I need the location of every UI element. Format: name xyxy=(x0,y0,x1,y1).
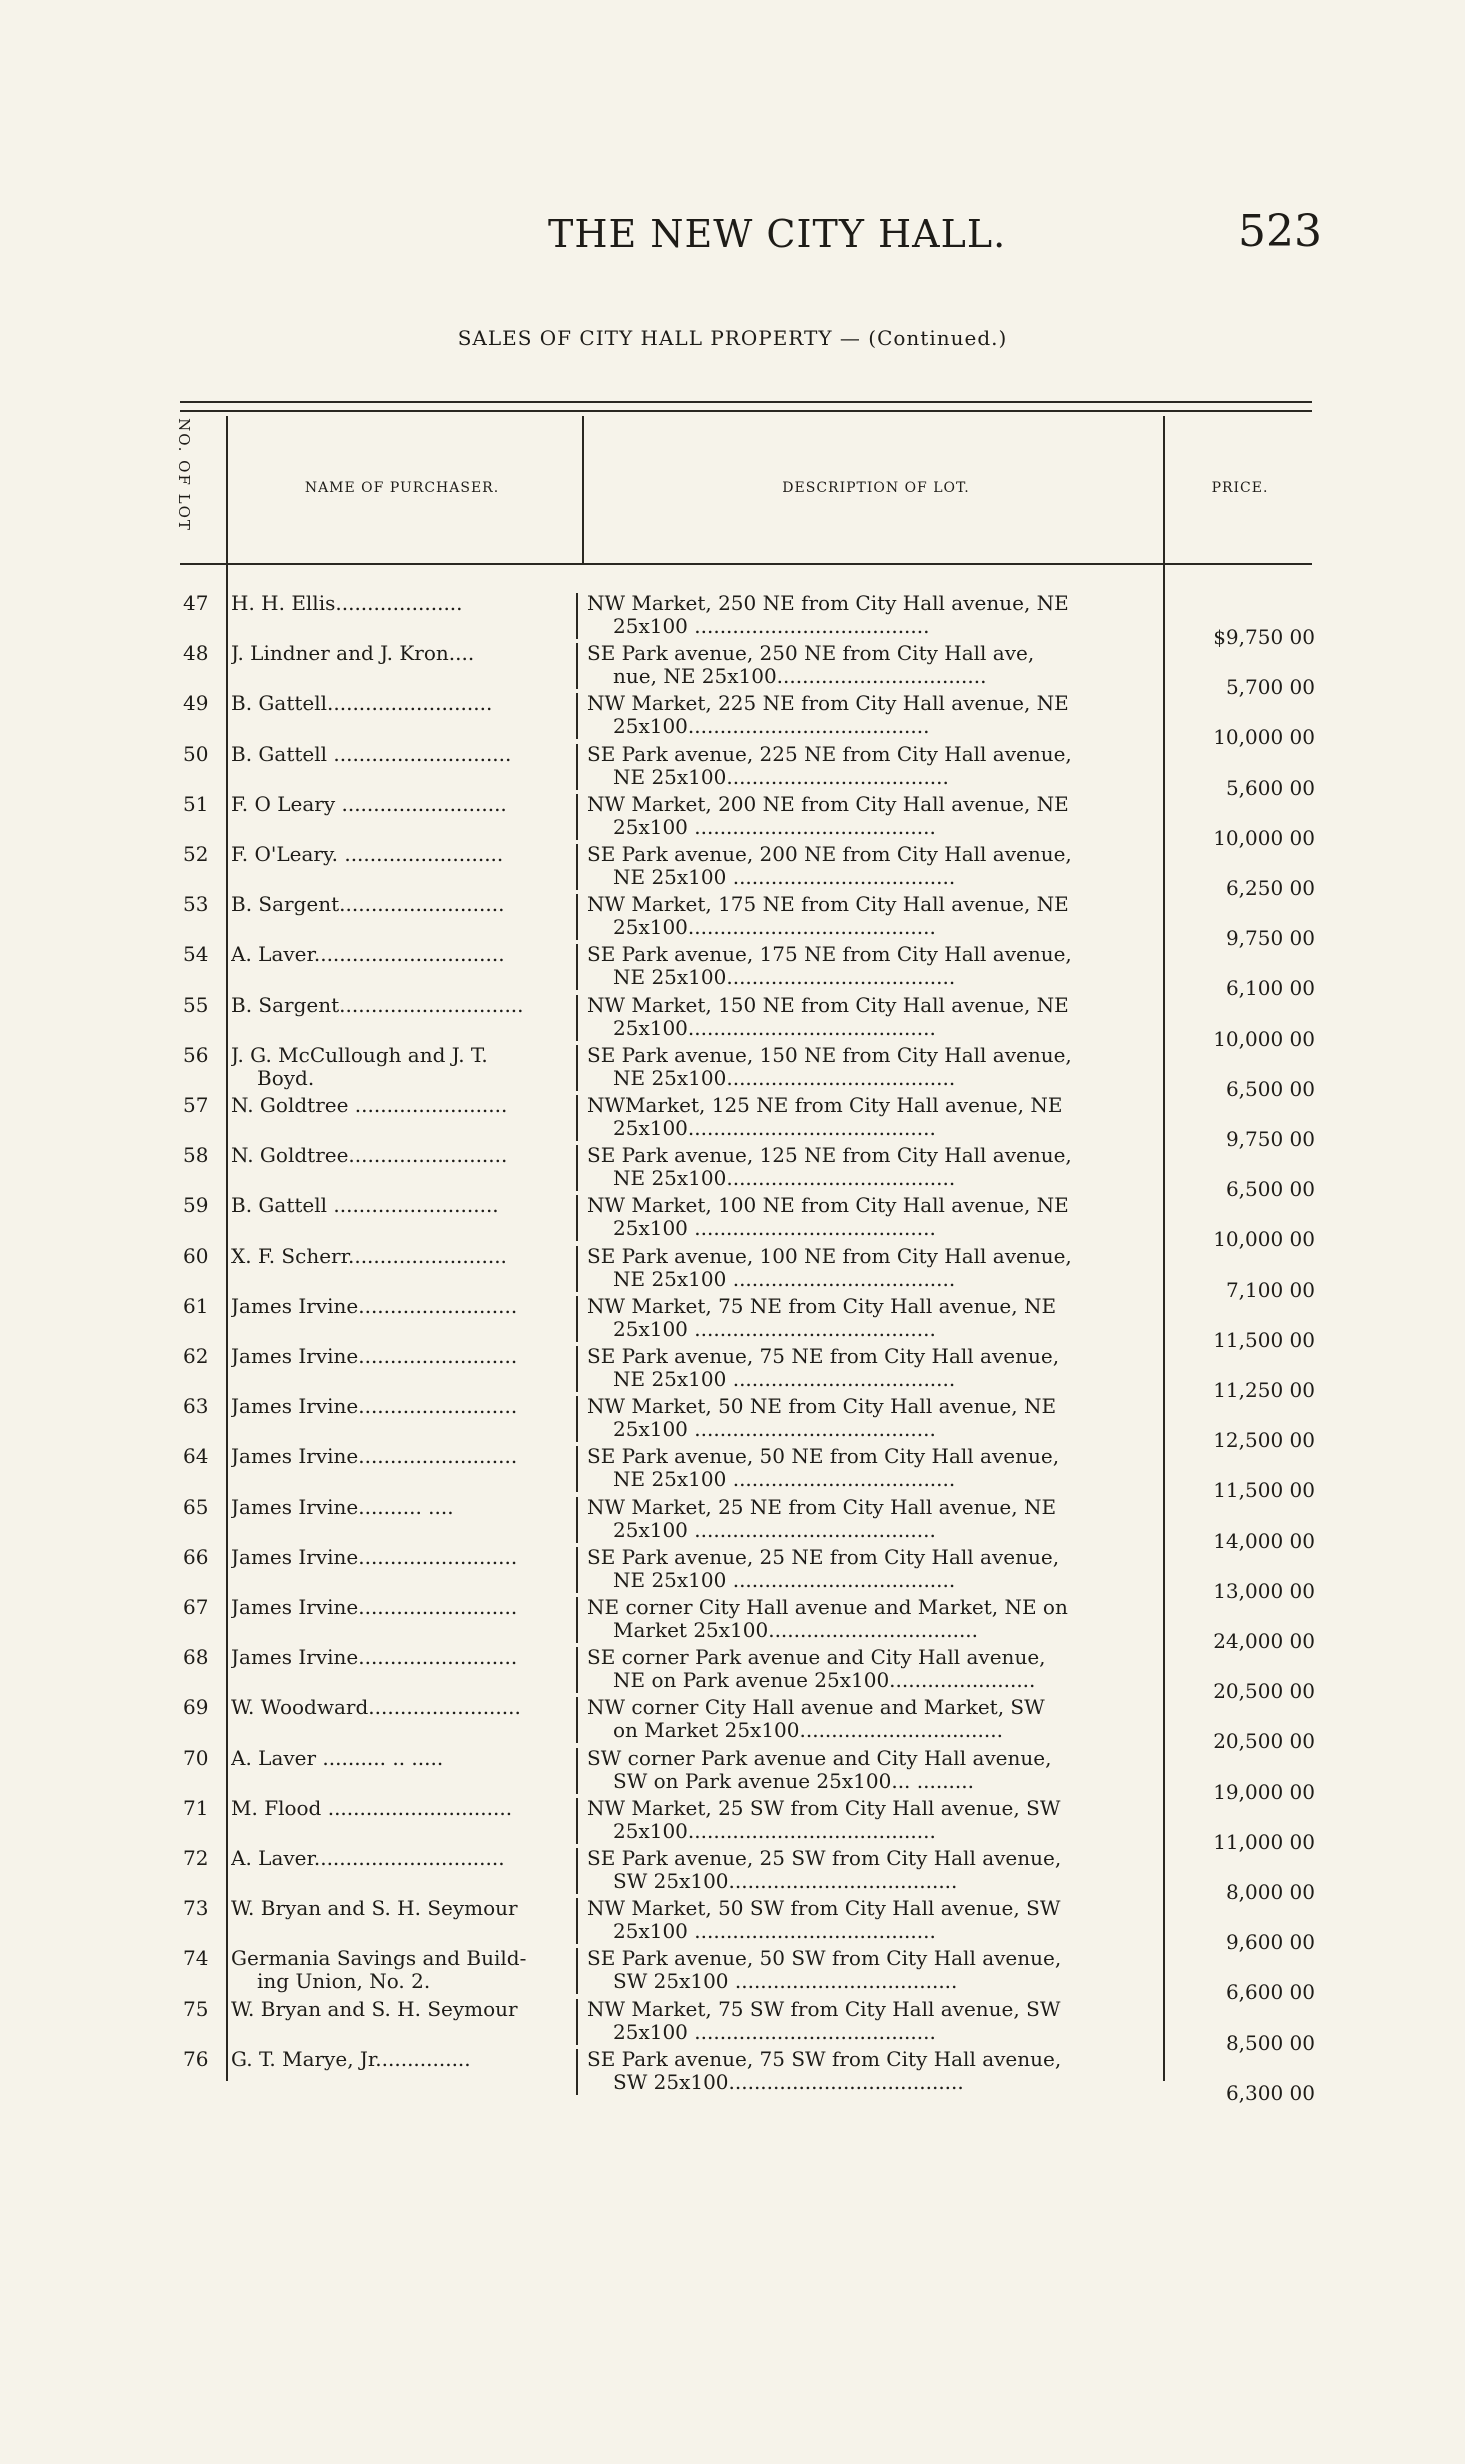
lot-number: 75 xyxy=(183,1997,209,2021)
description-bracket xyxy=(576,1446,578,1492)
purchaser-name: James Irvine......................... xyxy=(231,1394,518,1418)
description-bracket xyxy=(576,2049,578,2095)
purchaser-name: James Irvine.......... .... xyxy=(231,1495,454,1519)
purchaser-name: J. Lindner and J. Kron.... xyxy=(231,641,475,665)
lot-description-continued: nue, NE 25x100................................. xyxy=(613,664,987,688)
lot-price: 9,750 00 xyxy=(1225,1127,1315,1151)
purchaser-name: W. Bryan and S. H. Seymour xyxy=(231,1997,518,2021)
lot-price: 12,500 00 xyxy=(1213,1428,1315,1452)
description-bracket xyxy=(576,1296,578,1342)
description-bracket xyxy=(576,1045,578,1091)
purchaser-name: F. O'Leary. ......................... xyxy=(231,842,504,866)
purchaser-name: B. Gattell.......................... xyxy=(231,691,493,715)
lot-price: 9,750 00 xyxy=(1225,926,1315,950)
lot-number: 55 xyxy=(183,993,209,1017)
lot-description: SE Park avenue, 75 SW from City Hall avenue, xyxy=(587,2047,1062,2071)
lot-description: SE Park avenue, 250 NE from City Hall ave, xyxy=(587,641,1035,665)
column-divider-name-header xyxy=(582,416,584,563)
lot-description: NE corner City Hall avenue and Market, NE on xyxy=(587,1595,1068,1619)
description-bracket xyxy=(576,1346,578,1392)
lot-description: SE Park avenue, 100 NE from City Hall avenue, xyxy=(587,1244,1072,1268)
lot-description-continued: 25x100...................................... xyxy=(613,714,930,738)
description-bracket xyxy=(576,1396,578,1442)
lot-price: 11,250 00 xyxy=(1213,1378,1315,1402)
description-bracket xyxy=(576,1246,578,1292)
purchaser-name: James Irvine......................... xyxy=(231,1595,518,1619)
purchaser-name: X. F. Scherr......................... xyxy=(231,1244,507,1268)
top-rule xyxy=(180,401,1312,403)
purchaser-name: James Irvine......................... xyxy=(231,1545,518,1569)
lot-description-continued: on Market 25x100................................ xyxy=(613,1718,1003,1742)
purchaser-name: H. H. Ellis.................... xyxy=(231,591,463,615)
purchaser-name: W. Bryan and S. H. Seymour xyxy=(231,1896,518,1920)
lot-price: 6,500 00 xyxy=(1225,1177,1315,1201)
lot-number: 64 xyxy=(183,1444,209,1468)
purchaser-name: Germania Savings and Build- xyxy=(231,1946,527,1970)
lot-price: 20,500 00 xyxy=(1213,1679,1315,1703)
lot-description: SE Park avenue, 200 NE from City Hall avenue, xyxy=(587,842,1072,866)
lot-number: 49 xyxy=(183,691,209,715)
lot-price: 6,250 00 xyxy=(1225,876,1315,900)
column-header-description: DESCRIPTION OF LOT. xyxy=(782,480,970,496)
lot-description-continued: NE 25x100 ................................... xyxy=(613,865,956,889)
lot-price: 24,000 00 xyxy=(1213,1629,1315,1653)
lot-price: 6,100 00 xyxy=(1225,976,1315,1000)
lot-description-continued: Market 25x100................................. xyxy=(613,1618,979,1642)
lot-description-continued: 25x100 ...................................... xyxy=(613,1417,936,1441)
lot-description-continued: NE 25x100.................................... xyxy=(613,1166,956,1190)
lot-number: 62 xyxy=(183,1344,209,1368)
description-bracket xyxy=(576,1547,578,1593)
lot-price: $9,750 00 xyxy=(1213,625,1315,649)
lot-number: 58 xyxy=(183,1143,209,1167)
lot-number: 51 xyxy=(183,792,209,816)
purchaser-name: M. Flood ............................. xyxy=(231,1796,513,1820)
purchaser-name: W. Woodward........................ xyxy=(231,1695,521,1719)
lot-price: 13,000 00 xyxy=(1213,1579,1315,1603)
lot-description: NW corner City Hall avenue and Market, SW xyxy=(587,1695,1045,1719)
lot-description-continued: NE 25x100 ................................... xyxy=(613,1568,956,1592)
lot-price: 10,000 00 xyxy=(1213,1027,1315,1051)
purchaser-name: B. Sargent............................. xyxy=(231,993,524,1017)
lot-number: 66 xyxy=(183,1545,209,1569)
lot-description: NW Market, 200 NE from City Hall avenue, NE xyxy=(587,792,1069,816)
purchaser-name: B. Gattell .......................... xyxy=(231,1193,499,1217)
lot-number: 54 xyxy=(183,942,209,966)
lot-description-continued: 25x100 ...................................... xyxy=(613,1317,936,1341)
lot-description: SE Park avenue, 25 SW from City Hall avenue, xyxy=(587,1846,1062,1870)
lot-description: NW Market, 100 NE from City Hall avenue, NE xyxy=(587,1193,1069,1217)
description-bracket xyxy=(576,1497,578,1543)
purchaser-name: A. Laver.............................. xyxy=(231,1846,505,1870)
lot-number: 69 xyxy=(183,1695,209,1719)
lot-number: 68 xyxy=(183,1645,209,1669)
lot-description-continued: NE 25x100 ................................... xyxy=(613,1267,956,1291)
lot-number: 53 xyxy=(183,892,209,916)
lot-number: 70 xyxy=(183,1746,209,1770)
lot-description: SE corner Park avenue and City Hall avenue, xyxy=(587,1645,1046,1669)
lot-description: NWMarket, 125 NE from City Hall avenue, NE xyxy=(587,1093,1063,1117)
lot-number: 74 xyxy=(183,1946,209,1970)
lot-description: NW Market, 175 NE from City Hall avenue, NE xyxy=(587,892,1069,916)
lot-description: SE Park avenue, 50 SW from City Hall avenue, xyxy=(587,1946,1062,1970)
lot-price: 20,500 00 xyxy=(1213,1729,1315,1753)
description-bracket xyxy=(576,593,578,639)
lot-description-continued: SW on Park avenue 25x100... ......... xyxy=(613,1769,974,1793)
lot-description-continued: NE 25x100.................................... xyxy=(613,965,956,989)
description-bracket xyxy=(576,1195,578,1241)
lot-price: 9,600 00 xyxy=(1225,1930,1315,1954)
lot-price: 14,000 00 xyxy=(1213,1529,1315,1553)
lot-price: 6,300 00 xyxy=(1225,2081,1315,2105)
purchaser-name: N. Goldtree ........................ xyxy=(231,1093,508,1117)
lot-description: SE Park avenue, 75 NE from City Hall avenue, xyxy=(587,1344,1060,1368)
description-bracket xyxy=(576,1697,578,1743)
lot-price: 11,000 00 xyxy=(1213,1830,1315,1854)
description-bracket xyxy=(576,844,578,890)
description-bracket xyxy=(576,1898,578,1944)
purchaser-name: A. Laver.............................. xyxy=(231,942,505,966)
lot-description-continued: 25x100 ...................................... xyxy=(613,815,936,839)
lot-description: SE Park avenue, 175 NE from City Hall avenue, xyxy=(587,942,1072,966)
lot-number: 60 xyxy=(183,1244,209,1268)
lot-description: NW Market, 150 NE from City Hall avenue, NE xyxy=(587,993,1069,1017)
lot-price: 6,600 00 xyxy=(1225,1980,1315,2004)
description-bracket xyxy=(576,1948,578,1994)
description-bracket xyxy=(576,744,578,790)
purchaser-name: James Irvine......................... xyxy=(231,1444,518,1468)
lot-description: NW Market, 50 NE from City Hall avenue, NE xyxy=(587,1394,1057,1418)
lot-description-continued: SW 25x100 ................................... xyxy=(613,1969,958,1993)
page-number: 523 xyxy=(1238,206,1322,257)
lot-description-continued: NE 25x100 ................................... xyxy=(613,1367,956,1391)
lot-number: 63 xyxy=(183,1394,209,1418)
table-title: SALES OF CITY HALL PROPERTY — (Continued.) xyxy=(457,326,1008,350)
description-bracket xyxy=(576,1145,578,1191)
lot-description: NW Market, 25 SW from City Hall avenue, SW xyxy=(587,1796,1061,1820)
lot-description-continued: 25x100....................................... xyxy=(613,1016,936,1040)
lot-number: 71 xyxy=(183,1796,209,1820)
lot-price: 5,600 00 xyxy=(1225,776,1315,800)
lot-description-continued: NE 25x100 ................................... xyxy=(613,1467,956,1491)
lot-description-continued: NE 25x100.................................... xyxy=(613,1066,956,1090)
top-rule-inner xyxy=(180,410,1312,412)
description-bracket xyxy=(576,1647,578,1693)
purchaser-name: James Irvine......................... xyxy=(231,1344,518,1368)
lot-price: 7,100 00 xyxy=(1225,1278,1315,1302)
lot-number: 65 xyxy=(183,1495,209,1519)
lot-number: 61 xyxy=(183,1294,209,1318)
lot-description: SE Park avenue, 150 NE from City Hall avenue, xyxy=(587,1043,1072,1067)
lot-description: SW corner Park avenue and City Hall avenue, xyxy=(587,1746,1052,1770)
lot-number: 50 xyxy=(183,742,209,766)
description-bracket xyxy=(576,894,578,940)
lot-description-continued: SW 25x100.................................... xyxy=(613,1869,958,1893)
description-bracket xyxy=(576,995,578,1041)
lot-price: 5,700 00 xyxy=(1225,675,1315,699)
page-title: THE NEW CITY HALL. xyxy=(548,212,1007,256)
lot-description-continued: 25x100....................................... xyxy=(613,915,936,939)
purchaser-name: J. G. McCullough and J. T. xyxy=(231,1043,488,1067)
column-header-price: PRICE. xyxy=(1211,480,1269,496)
lot-price: 10,000 00 xyxy=(1213,826,1315,850)
lot-price: 11,500 00 xyxy=(1213,1328,1315,1352)
purchaser-name: James Irvine......................... xyxy=(231,1294,518,1318)
header-rule xyxy=(180,563,1312,565)
description-bracket xyxy=(576,794,578,840)
lot-price: 19,000 00 xyxy=(1213,1780,1315,1804)
lot-description: SE Park avenue, 225 NE from City Hall avenue, xyxy=(587,742,1072,766)
lot-description: SE Park avenue, 50 NE from City Hall avenue, xyxy=(587,1444,1060,1468)
lot-description-continued: 25x100 ...................................... xyxy=(613,2020,936,2044)
lot-number: 52 xyxy=(183,842,209,866)
lot-price: 10,000 00 xyxy=(1213,1227,1315,1251)
lot-description-continued: 25x100....................................... xyxy=(613,1116,936,1140)
description-bracket xyxy=(576,693,578,739)
lot-number: 76 xyxy=(183,2047,209,2071)
lot-description-continued: NE on Park avenue 25x100....................... xyxy=(613,1668,1036,1692)
description-bracket xyxy=(576,1095,578,1141)
description-bracket xyxy=(576,1999,578,2045)
purchaser-name: G. T. Marye, Jr............... xyxy=(231,2047,471,2071)
lot-number: 59 xyxy=(183,1193,209,1217)
lot-number: 56 xyxy=(183,1043,209,1067)
description-bracket xyxy=(576,1798,578,1844)
lot-number: 73 xyxy=(183,1896,209,1920)
lot-number: 57 xyxy=(183,1093,209,1117)
lot-price: 11,500 00 xyxy=(1213,1478,1315,1502)
lot-description: NW Market, 250 NE from City Hall avenue, NE xyxy=(587,591,1069,615)
lot-number: 48 xyxy=(183,641,209,665)
lot-description: NW Market, 75 NE from City Hall avenue, NE xyxy=(587,1294,1057,1318)
lot-description-continued: NE 25x100................................... xyxy=(613,765,949,789)
lot-number: 72 xyxy=(183,1846,209,1870)
purchaser-name: B. Gattell ............................ xyxy=(231,742,512,766)
lot-price: 8,500 00 xyxy=(1225,2031,1315,2055)
description-bracket xyxy=(576,944,578,990)
purchaser-name: B. Sargent.......................... xyxy=(231,892,505,916)
purchaser-name-continued: ing Union, No. 2. xyxy=(257,1969,431,1993)
lot-number: 47 xyxy=(183,591,209,615)
lot-description-continued: SW 25x100..................................... xyxy=(613,2070,964,2094)
lot-price: 10,000 00 xyxy=(1213,725,1315,749)
description-bracket xyxy=(576,643,578,689)
purchaser-name: James Irvine......................... xyxy=(231,1645,518,1669)
lot-description-continued: 25x100 ..................................... xyxy=(613,614,930,638)
lot-description: SE Park avenue, 125 NE from City Hall avenue, xyxy=(587,1143,1072,1167)
lot-description: NW Market, 225 NE from City Hall avenue, NE xyxy=(587,691,1069,715)
lot-description: SE Park avenue, 25 NE from City Hall avenue, xyxy=(587,1545,1060,1569)
purchaser-name-continued: Boyd. xyxy=(257,1066,315,1090)
column-header-name: NAME OF PURCHASER. xyxy=(304,480,500,496)
lot-description-continued: 25x100 ...................................... xyxy=(613,1518,936,1542)
description-bracket xyxy=(576,1597,578,1643)
description-bracket xyxy=(576,1748,578,1794)
purchaser-name: F. O Leary .......................... xyxy=(231,792,507,816)
lot-description-continued: 25x100 ...................................... xyxy=(613,1216,936,1240)
lot-description: NW Market, 25 NE from City Hall avenue, NE xyxy=(587,1495,1057,1519)
lot-price: 6,500 00 xyxy=(1225,1077,1315,1101)
purchaser-name: A. Laver .......... .. ..... xyxy=(231,1746,444,1770)
lot-number: 67 xyxy=(183,1595,209,1619)
lot-price: 8,000 00 xyxy=(1225,1880,1315,1904)
purchaser-name: N. Goldtree......................... xyxy=(231,1143,508,1167)
description-bracket xyxy=(576,1848,578,1894)
lot-description-continued: 25x100 ...................................... xyxy=(613,1919,936,1943)
page-header xyxy=(0,206,1465,262)
lot-description: NW Market, 50 SW from City Hall avenue, SW xyxy=(587,1896,1061,1920)
lot-description: NW Market, 75 SW from City Hall avenue, SW xyxy=(587,1997,1061,2021)
lot-description-continued: 25x100....................................... xyxy=(613,1819,936,1843)
